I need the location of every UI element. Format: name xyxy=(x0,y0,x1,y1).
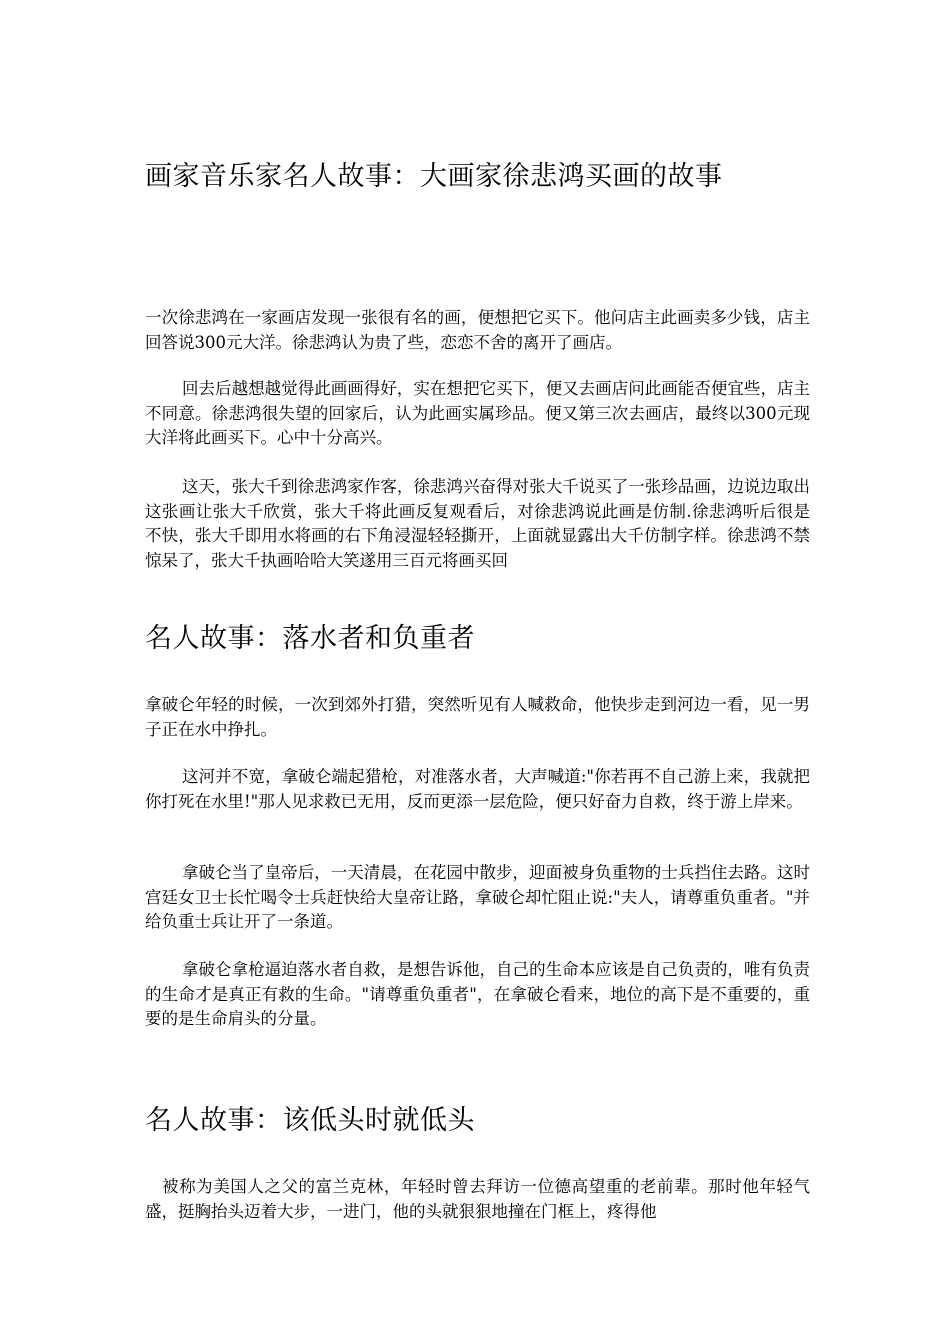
section-1-heading: 画家音乐家名人故事：大画家徐悲鸿买画的故事 xyxy=(145,161,723,192)
section-1-paragraph-1: 一次徐悲鸿在一家画店发现一张很有名的画，便想把它买下。他问店主此画卖多少钱，店主回答说300元大洋。徐悲鸿认为贵了些，恋恋不舍的离开了画店。 xyxy=(145,308,810,352)
section-2-heading: 名人故事：落水者和负重者 xyxy=(145,623,475,654)
section-1-paragraph-3: 这天，张大千到徐悲鸿家作客，徐悲鸿兴奋得对张大千说买了一张珍品画，边说边取出这张画让张大千欣赏，张大千将此画反复观看后，对徐悲鸿说此画是仿制.徐悲鸿听后很是不快，张大千即用水将画的右下角浸湿轻轻撕开，上面就显露出大千仿制字样。徐悲鸿不禁惊呆了，张大千执画哈哈大笑遂用三百元将画买回 xyxy=(145,477,810,570)
section-2-paragraph-4: 拿破仑拿枪逼迫落水者自救，是想告诉他，自己的生命本应该是自己负责的，唯有负责的生命才是真正有救的生命。"请尊重负重者"，在拿破仑看来，地位的高下是不重要的，重要的是生命肩头的分量。 xyxy=(145,960,810,1028)
section-1-paragraph-2: 回去后越想越觉得此画画得好，实在想把它买下，便又去画店问此画能否便宜些，店主不同意。徐悲鸿很失望的回家后，认为此画实属珍品。便又第三次去画店，最终以300元现大洋将此画买下。心中十分高兴。 xyxy=(145,379,810,447)
section-2-paragraph-2: 这河并不宽，拿破仑端起猎枪，对准落水者，大声喊道:"你若再不自己游上来，我就把你打死在水里!"那人见求救已无用，反而更添一层危险，便只好奋力自救，终于游上岸来。 xyxy=(145,767,810,811)
section-3-heading: 名人故事：该低头时就低头 xyxy=(145,1105,475,1136)
section-2-paragraph-3: 拿破仑当了皇帝后，一天清晨，在花园中散步，迎面被身负重物的士兵挡住去路。这时宫廷女卫士长忙喝令士兵赶快给大皇帝让路，拿破仑却忙阻止说:"夫人，请尊重负重者。"并给负重士兵让开了一条道。 xyxy=(145,863,810,931)
section-3-paragraph-1: 被称为美国人之父的富兰克林，年轻时曾去拜访一位德高望重的老前辈。那时他年轻气盛，挺胸抬头迈着大步，一进门，他的头就狠狠地撞在门框上，疼得他 xyxy=(145,1177,810,1221)
section-2-paragraph-1: 拿破仑年轻的时候，一次到郊外打猎，突然听见有人喊救命，他快步走到河边一看，见一男子正在水中挣扎。 xyxy=(145,695,810,739)
